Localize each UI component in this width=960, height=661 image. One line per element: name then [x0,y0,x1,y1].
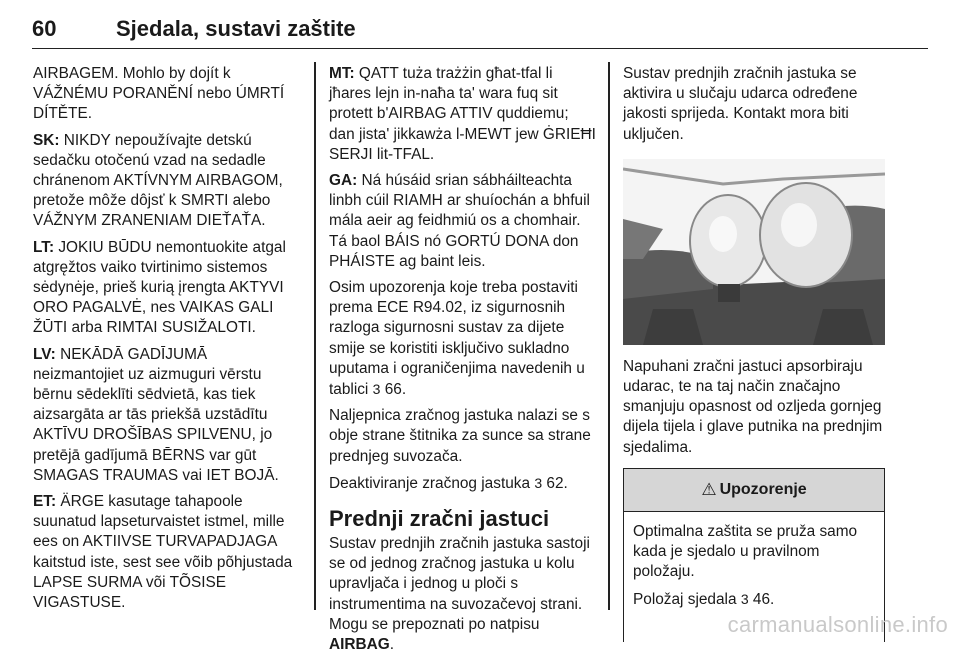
page-reference-link[interactable]: 46 [752,590,771,608]
page-reference-link[interactable]: 62 [546,474,564,492]
paragraph-et: ET: ÄRGE kasutage tahapoole suunatud lapseturvaistet istmel, mille ees on AKTIIVSE TURVAPADJAGA kaitstud iste, sest see võib põhjustada LAPSE SURMA või TÕSISE VIGASTUSE. [33,493,293,612]
page-reference-link[interactable]: 66 [384,381,402,399]
language-label: LV: [33,345,56,363]
paragraph: Osim upozorenja koje treba postaviti prema ECE R94.02, iz sigurnosnih razloga sigurnosni sustav za dijete smije se koristiti isključivo sukladno uputama i ograničenjima navedenih u tablici 3 66. [329,279,585,399]
page-number: 60 [32,16,57,41]
airbag-illustration [623,159,885,345]
paragraph: Napuhani zračni jastuci apsorbiraju udarac, te na taj način značajno smanjuju opasnost od ozljeda gornjeg dijela tijela i glave putnika na prednjim sjedalima. [623,357,883,456]
page-title: Sjedala, sustavi zaštite [116,16,356,41]
paragraph-mt: MT: QATT tuża trażżin għat-tfal li jħares lejn in-naħa ta' wara fuq sit protett b'AIRBAG ATTIV quddiemu; dan jista' jikkawża l-MEWT jew ĠRIEĦI SERJI lit-TFAL. [329,65,596,163]
warning-triangle-icon: ⚠ [701,480,717,499]
language-label: LT: [33,238,55,256]
section-heading: Prednji zračni jastuci [329,506,550,532]
paragraph: Sustav prednjih zračnih jastuka sastoji se od jednog zračnog jastuka u kolu upravljača i jednog u ploči s instrumentima na suvozačevoj strani. Mogu se prepoznati po natpisu AIRBAG. [329,535,590,654]
language-label: ET: [33,493,57,511]
column-divider-2 [608,62,610,610]
paragraph: Položaj sjedala 3 46. [633,590,775,608]
warning-header [624,469,884,512]
language-label: SK: [33,131,60,149]
warning-title: Upozorenje [719,481,807,498]
paragraph: AIRBAGEM. Mohlo by dojít k VÁŽNÉMU PORANĚNÍ nebo ÚMRTÍ DÍTĚTE. [33,65,285,123]
column-middle [329,64,597,661]
page-reference-icon: 3 [534,474,543,491]
paragraph: Naljepnica zračnog jastuka nalazi se s obje strane štitnika za sunce sa strane prednjeg suvozača. [329,407,591,465]
paragraph-lv: LV: NEKĀDĀ GADĪJUMĀ neizmantojiet uz aizmuguri vērstu bērnu sēdeklīti sēdvietā, kas tiek aizsargāta ar tās priekšā uzstādītu AKTĪVU DROŠĪBAS SPILVENU, jo pretējā gadījumā BĒRNS var gūt SMAGAS TRAUMAS vai IET BOJĀ. [33,345,279,484]
paragraph: Sustav prednjih zračnih jastuka se aktivira u slučaju udarca određene jakosti sprijeda. Kontakt mora biti uključen. [623,65,858,143]
language-label: MT: [329,65,355,82]
page-reference-icon: 3 [372,381,381,398]
paragraph-lt: LT: JOKIU BŪDU nemontuokite atgal atgręžtos vaiko tvirtinimo sistemos sėdynėje, prieš kurią įrengta AKTYVI ORO PAGALVĖ, nes VAIKAS GALI ŽŪTI arba RIMTAI SUSIŽALOTI. [33,238,286,337]
column-right [623,64,891,464]
language-label: GA: [329,172,358,190]
paragraph: Deaktiviranje zračnog jastuka 3 62. [329,474,568,492]
page-header [32,12,928,49]
page-reference-icon: 3 [740,590,749,607]
watermark: carmanualsonline.info [727,612,948,637]
airbag-illustration-icon [623,159,885,345]
column-divider-1 [314,62,316,610]
warning-body [624,512,884,610]
paragraph-sk: SK: NIKDY nepoužívajte detskú sedačku otočenú vzad na sedadle chránenom AKTÍVNYM AIRBAGOM, pretože môže dôjsť k SMRTI alebo VÁŽNYM ZRANENIAM DIEŤAŤA. [33,131,283,230]
column-left [33,64,301,619]
paragraph: Optimalna zaštita se pruža samo kada je sjedalo u pravilnom položaju. [633,523,858,581]
paragraph-ga: GA: Ná húsáid srian sábháilteachta linbh cúil RIAMH ar shuíochán a bhfuil mála aeir ag feidhmiú os a chomhair. Tá baol BÁIS nó GORTÚ DONA don PHÁISTE ag baint leis. [329,172,590,270]
